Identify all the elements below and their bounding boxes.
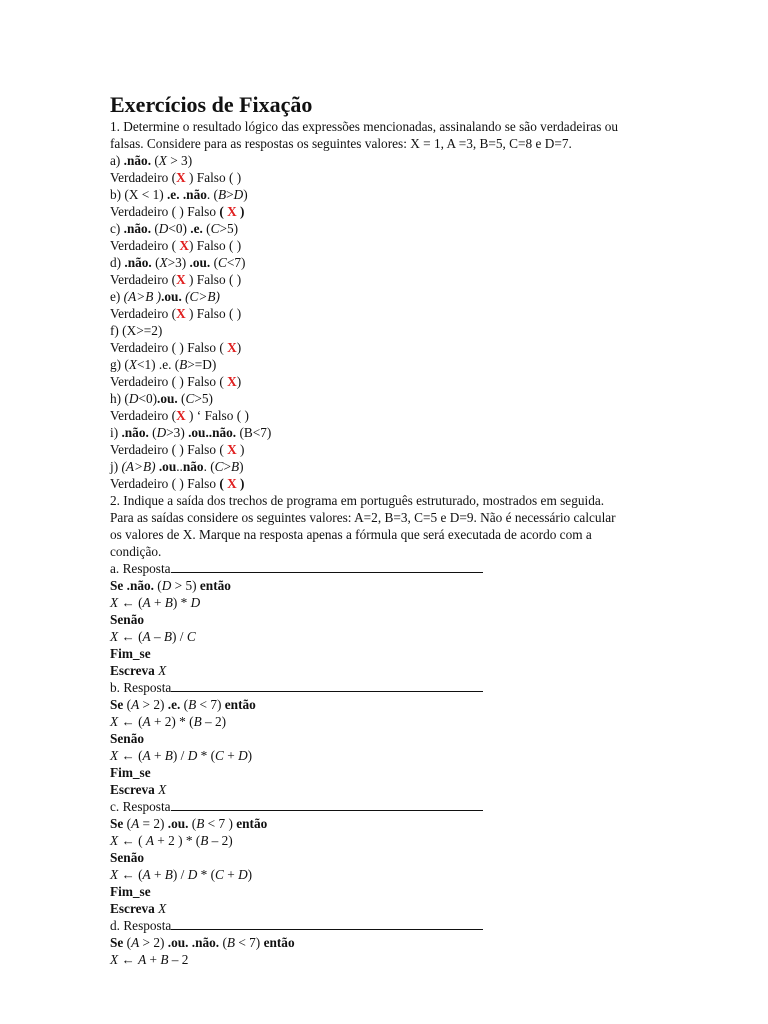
- item-i-expression: i) .não. (D>3) .ou..não. (B<7): [110, 425, 272, 440]
- block-c-formula-1: X ← ( A + 2 ) * (B – 2): [110, 833, 233, 848]
- item-i-answer: Verdadeiro ( ) Falso ( X ): [110, 442, 245, 457]
- block-a-endif: Fim_se: [110, 646, 151, 661]
- block-b-else: Senão: [110, 731, 144, 746]
- item-c-expression: c) .não. (D<0) .e. (C>5): [110, 221, 239, 236]
- item-b-expression: b) (X < 1) .e. .não. (B>D): [110, 187, 248, 202]
- answer-blank[interactable]: [171, 560, 483, 573]
- block-a-write: Escreva X: [110, 663, 167, 678]
- item-h-expression: h) (D<0).ou. (C>5): [110, 391, 213, 406]
- block-c-else: Senão: [110, 850, 144, 865]
- item-g-answer: Verdadeiro ( ) Falso ( X): [110, 374, 242, 389]
- item-f-expression: f) (X>=2): [110, 323, 163, 338]
- block-b-answer-line: b. Resposta: [110, 679, 708, 696]
- item-h-answer: Verdadeiro (X ) ‘ Falso ( ): [110, 408, 249, 423]
- item-a-expression: a) .não. (X > 3): [110, 153, 193, 168]
- item-d-answer: Verdadeiro (X ) Falso ( ): [110, 272, 242, 287]
- block-b-formula-1: X ← (A + 2) * (B – 2): [110, 714, 227, 729]
- block-c-formula-2: X ← (A + B) / D * (C + D): [110, 867, 253, 882]
- block-d-formula-1: X ← A + B – 2: [110, 952, 189, 967]
- exercise-1-intro: 1. Determine o resultado lógico das expressões mencionadas, assinalando se são verdadeiras ou falsas. Considere para as respostas os seguintes valores: X = 1, A =3, B=5, C=8 e D=7.: [110, 119, 619, 151]
- item-d-expression: d) .não. (X>3) .ou. (C<7): [110, 255, 246, 270]
- block-a-answer-line: a. Resposta: [110, 560, 708, 577]
- answer-blank[interactable]: [171, 917, 483, 930]
- item-c-answer: Verdadeiro ( X) Falso ( ): [110, 238, 242, 253]
- block-b-if: Se (A > 2) .e. (B < 7) então: [110, 697, 256, 712]
- block-b-write: Escreva X: [110, 782, 167, 797]
- item-j-expression: j) (A>B) .ou..não. (C>B): [110, 459, 244, 474]
- block-b-endif: Fim_se: [110, 765, 151, 780]
- block-a-formula-2: X ← (A – B) / C: [110, 629, 196, 644]
- item-j-answer: Verdadeiro ( ) Falso ( X ): [110, 476, 245, 491]
- block-a-formula-1: X ← (A + B) * D: [110, 595, 201, 610]
- item-f-answer: Verdadeiro ( ) Falso ( X): [110, 340, 242, 355]
- block-b-formula-2: X ← (A + B) / D * (C + D): [110, 748, 253, 763]
- block-d-answer-line: d. Resposta: [110, 917, 708, 934]
- block-a-else: Senão: [110, 612, 144, 627]
- block-a-if: Se .não. (D > 5) então: [110, 578, 231, 593]
- answer-blank[interactable]: [171, 798, 483, 811]
- block-d-if: Se (A > 2) .ou. .não. (B < 7) então: [110, 935, 295, 950]
- item-b-answer: Verdadeiro ( ) Falso ( X ): [110, 204, 245, 219]
- exercise-2-intro: 2. Indique a saída dos trechos de programa em português estruturado, mostrados em seguida. Para as saídas considere os seguintes valores: A=2, B=3, C=5 e D=9. Não é necessário calcular os valores de X. Marque na resposta apenas a fórmula que será executada de acordo com a condição.: [110, 493, 616, 559]
- block-c-endif: Fim_se: [110, 884, 151, 899]
- item-a-answer: Verdadeiro (X ) Falso ( ): [110, 170, 242, 185]
- item-e-expression: e) (A>B ).ou. (C>B): [110, 289, 220, 304]
- item-g-expression: g) (X<1) .e. (B>=D): [110, 357, 217, 372]
- item-e-answer: Verdadeiro (X ) Falso ( ): [110, 306, 242, 321]
- answer-blank[interactable]: [171, 679, 483, 692]
- block-c-if: Se (A = 2) .ou. (B < 7 ) então: [110, 816, 268, 831]
- page-title: Exercícios de Fixação: [110, 92, 313, 117]
- block-c-write: Escreva X: [110, 901, 167, 916]
- block-c-answer-line: c. Resposta: [110, 798, 708, 815]
